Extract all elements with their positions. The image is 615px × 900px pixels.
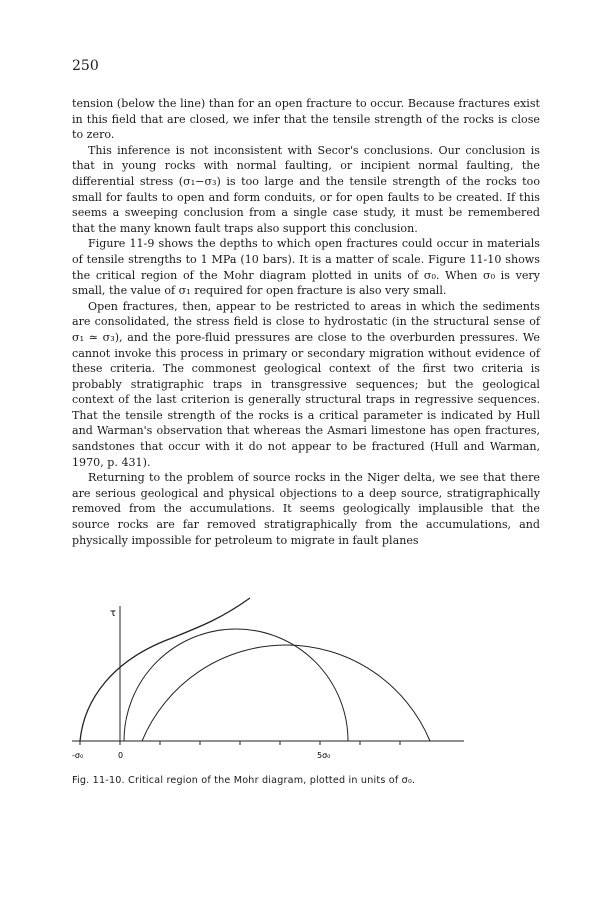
figure-caption: Fig. 11-10. Critical region of the Mohr diagram, plotted in units of σ₀. [72,775,416,786]
paragraph: tension (below the line) than for an open fracture to occur. Because fractures exist in this field that are closed, we infer that the tensile strength of the rocks is close to zero. [72,97,540,142]
mohr-diagram-figure [72,590,540,790]
failure-envelope [80,598,250,741]
paragraph: Returning to the problem of source rocks in the Niger delta, we see that there are serious geological and physical objections to a deep source, stratigraphically removed from the accumulations. It seems geologically implausible that the source rocks are far removed stratigraphically from the accumulations, and physically impossible for petroleum to migrate in fault planes [72,471,540,547]
tau-label: τ [110,608,117,619]
mohr-circle-large [142,645,430,741]
page-number: 250 [72,58,99,74]
neg-sigma0-label: -σ₀ [72,751,84,760]
mohr-diagram [72,590,540,775]
five-sigma0-label: 5σ₀ [317,751,331,760]
mohr-circle-small [124,629,348,741]
paragraph: This inference is not inconsistent with Secor's conclusions. Our conclusion is that in young rocks with normal faulting, or incipient normal faulting, the differential stress (σ₁−σ₃) is too large and the tensile strength of the rocks too small for faults to open and form conduits, or for open faults to be created. If this seems a sweeping conclusion from a single case study, it must be remembered that the many known fault traps also support this conclusion. [72,143,540,235]
zero-label: 0 [118,751,124,760]
body-text [72,96,540,548]
paragraph: Open fractures, then, appear to be restricted to areas in which the sediments are consolidated, the stress field is close to hydrostatic (in the structural sense of σ₁ ≃ σ₃), and the pore-fluid pressures are close to the overburden pressures. We cannot invoke this process in primary or secondary migration without evidence of these criteria. The commonest geological context of the first two criteria is probably stratigraphic traps in transgressive sequences; but the geological context of the last criterion is generally structural traps in regressive sequences. That the tensile strength of the rocks is a critical parameter is indicated by Hull and Warman's observation that whereas the Asmari limestone has open fractures, sandstones that occur with it do not appear to be fractured (Hull and Warman, 1970, p. 431). [72,299,540,469]
paragraph: Figure 11-9 shows the depths to which open fractures could occur in materials of tensile strengths to 1 MPa (10 bars). It is a matter of scale. Figure 11-10 shows the critical region of the Mohr diagram plotted in units of σ₀. When σ₀ is very small, the value of σ₁ required for open fracture is also very small. [72,237,540,298]
